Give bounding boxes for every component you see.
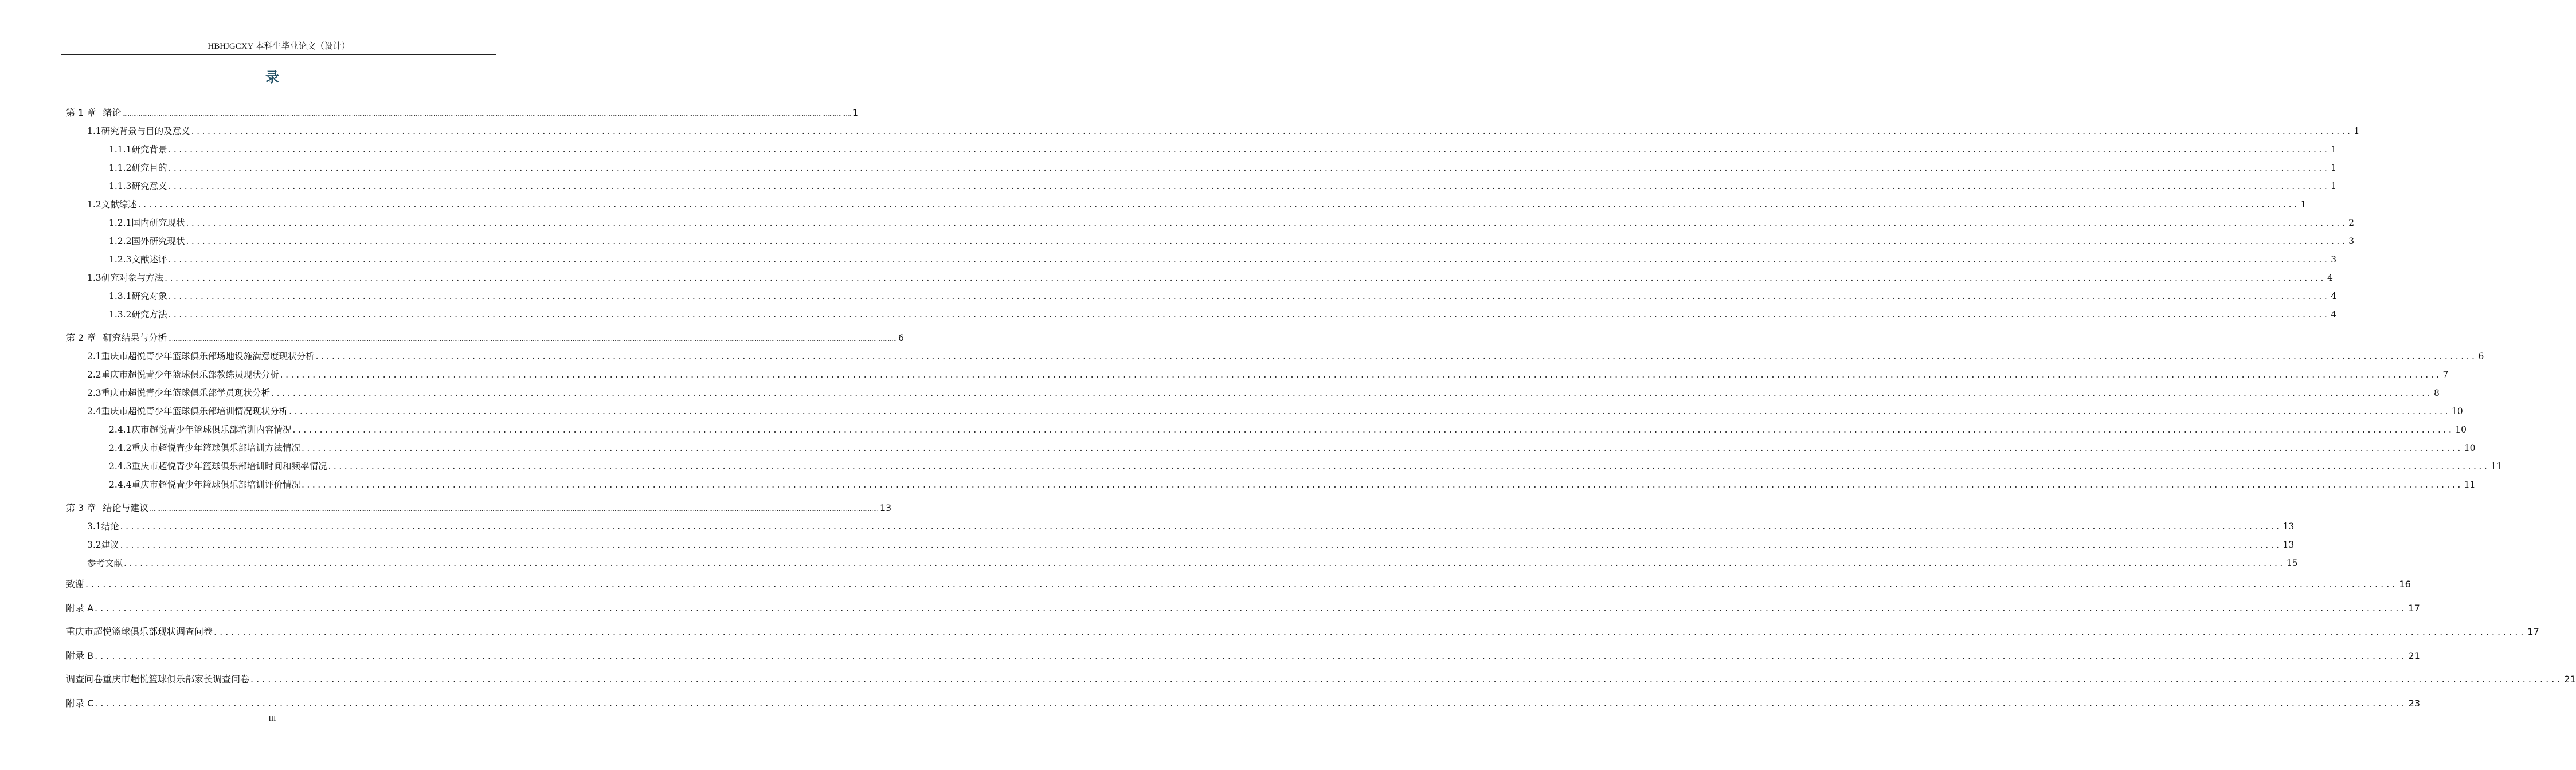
dot-leader: ................................................................................................................................................................................................................................................................................................................................................................................................................ <box>186 218 2348 228</box>
dot-leader: ................................................................................................................................................................................................................................................................................................................................................................................................................ <box>168 336 897 343</box>
toc-entry-page: 11 <box>2464 480 2476 490</box>
toc-entry-number: 2.4 <box>87 406 101 417</box>
toc-entry-label: 致谢 <box>66 579 85 590</box>
toc-entry[interactable] <box>66 421 2467 439</box>
toc-entry-number: 2.2 <box>87 370 101 380</box>
toc-entry[interactable] <box>66 402 2463 421</box>
toc-entry-number: 1.3 <box>87 273 101 283</box>
toc-entry-page: 13 <box>2283 540 2295 550</box>
toc-entry[interactable] <box>66 667 2576 692</box>
toc-entry-label: 参考文献 <box>87 558 123 568</box>
toc-entry-number: 2.4.4 <box>109 480 132 490</box>
dot-leader: ................................................................................................................................................................................................................................................................................................................................................................................................................ <box>168 309 2330 320</box>
dot-leader: ................................................................................................................................................................................................................................................................................................................................................................................................................ <box>85 579 2398 590</box>
toc-entry-number: 1.2 <box>87 199 101 210</box>
toc-entry-number: 第 2 章 <box>66 332 96 343</box>
toc-entry-label: 文献述评 <box>131 254 167 265</box>
toc-entry-number: 第 1 章 <box>66 107 96 118</box>
dot-leader: ................................................................................................................................................................................................................................................................................................................................................................................................................ <box>138 199 2300 210</box>
toc-entry-number: 2.4.3 <box>109 461 132 472</box>
toc-entry-page: 17 <box>2527 626 2539 637</box>
toc-entry-page: 10 <box>2464 443 2476 453</box>
toc-entry-page: 23 <box>2408 697 2420 709</box>
dot-leader: ................................................................................................................................................................................................................................................................................................................................................................................................................ <box>292 425 2454 435</box>
toc-entry[interactable] <box>66 476 2476 494</box>
toc-entry[interactable] <box>66 692 2420 716</box>
toc-entry-page: 3 <box>2331 254 2337 265</box>
toc-entry-label: 调查问卷重庆市超悦篮球俱乐部家长调查问卷 <box>66 674 250 685</box>
dot-leader: ................................................................................................................................................................................................................................................................................................................................................................................................................ <box>122 111 851 117</box>
dot-leader: ................................................................................................................................................................................................................................................................................................................................................................................................................ <box>168 144 2330 155</box>
dot-leader: ................................................................................................................................................................................................................................................................................................................................................................................................................ <box>120 521 2282 532</box>
toc-entry[interactable] <box>66 329 905 347</box>
dot-leader: ................................................................................................................................................................................................................................................................................................................................................................................................................ <box>95 602 2407 614</box>
dot-leader: ................................................................................................................................................................................................................................................................................................................................................................................................................ <box>168 291 2330 301</box>
toc-entry-page: 2 <box>2348 218 2355 228</box>
toc-entry-number: 1.1.2 <box>109 163 132 173</box>
dot-leader: ................................................................................................................................................................................................................................................................................................................................................................................................................ <box>250 674 2563 685</box>
toc-entry[interactable] <box>66 232 2355 250</box>
toc-entry-number: 1.3.1 <box>109 291 132 301</box>
toc-entry-page: 6 <box>898 332 905 343</box>
dot-leader: ................................................................................................................................................................................................................................................................................................................................................................................................................ <box>168 254 2330 265</box>
toc-entry[interactable] <box>66 384 2440 402</box>
toc-entry-page: 17 <box>2408 602 2420 614</box>
toc-entry-label: 重庆市超悦青少年篮球俱乐部培训时间和频率情况 <box>131 461 327 472</box>
toc-entry-number: 2.4.1 <box>109 425 132 435</box>
dot-leader: ................................................................................................................................................................................................................................................................................................................................................................................................................ <box>301 480 2463 490</box>
toc-entry-page: 21 <box>2408 650 2420 661</box>
page-title: 录 <box>265 69 279 85</box>
toc-entry-number: 3.1 <box>87 521 101 532</box>
dot-leader: ................................................................................................................................................................................................................................................................................................................................................................................................................ <box>120 540 2282 550</box>
toc-entry-label: 庆市超悦青少年篮球俱乐部培训内容情况 <box>131 425 292 435</box>
toc-entry-number: 3.2 <box>87 540 101 550</box>
toc-entry-page: 13 <box>879 502 892 513</box>
toc-entry[interactable] <box>66 195 2307 214</box>
toc-entry-page: 1 <box>2300 199 2307 210</box>
toc-entry[interactable] <box>66 104 859 122</box>
toc-entry-label: 重庆市超悦青少年篮球俱乐部教练员现状分析 <box>101 370 279 380</box>
toc-entry-number: 1.1.3 <box>109 181 132 191</box>
toc-entry[interactable] <box>66 536 2295 554</box>
dot-leader: ................................................................................................................................................................................................................................................................................................................................................................................................................ <box>289 406 2450 417</box>
toc-entry[interactable] <box>66 439 2476 457</box>
toc-entry[interactable] <box>66 572 2411 596</box>
toc-entry-number: 1.2.3 <box>109 254 132 265</box>
dot-leader: ................................................................................................................................................................................................................................................................................................................................................................................................................ <box>95 650 2407 661</box>
toc-entry[interactable] <box>66 596 2420 620</box>
toc-entry-number: 2.3 <box>87 388 101 398</box>
toc-entry-page: 10 <box>2451 406 2463 417</box>
toc-entry-number: 第 3 章 <box>66 502 96 513</box>
toc-entry-label: 重庆市超悦青少年篮球俱乐部培训方法情况 <box>131 443 300 453</box>
toc-entry[interactable] <box>66 499 892 517</box>
toc-entry-label: 研究结果与分析 <box>103 332 167 343</box>
toc-entry[interactable] <box>66 366 2449 384</box>
toc-entry-label: 附录 C <box>66 697 94 709</box>
dot-leader: ................................................................................................................................................................................................................................................................................................................................................................................................................ <box>168 181 2330 191</box>
page-header: HBHJGCXY 本科生毕业论文（设计） <box>61 40 496 55</box>
toc-entry-label: 研究方法 <box>131 309 167 320</box>
toc-entry-label: 绪论 <box>103 107 122 118</box>
toc-entry[interactable] <box>66 122 2360 140</box>
toc-entry-number: 2.4.2 <box>109 443 132 453</box>
toc-entry-page: 13 <box>2283 521 2295 532</box>
toc-entry[interactable] <box>66 287 2337 305</box>
toc-entry-page: 4 <box>2327 273 2333 283</box>
toc-entry[interactable] <box>66 305 2337 324</box>
toc-entry-number: 2.1 <box>87 351 101 362</box>
toc-entry-label: 重庆市超悦青少年篮球俱乐部场地设施满意度现状分析 <box>101 351 315 362</box>
toc-entry[interactable] <box>66 140 2337 159</box>
toc-entry-label: 国内研究现状 <box>131 218 185 228</box>
toc-entry-label: 重庆市超悦篮球俱乐部现状调查问卷 <box>66 626 213 637</box>
toc-entry-label: 建议 <box>101 540 119 550</box>
toc-entry-page: 1 <box>2331 181 2337 191</box>
toc-entry-page: 8 <box>2433 388 2440 398</box>
dot-leader: ................................................................................................................................................................................................................................................................................................................................................................................................................ <box>186 236 2348 246</box>
toc-entry-label: 重庆市超悦青少年篮球俱乐部学员现状分析 <box>101 388 271 398</box>
toc-entry-label: 结论 <box>101 521 119 532</box>
toc-entry-label: 研究意义 <box>131 181 167 191</box>
dot-leader: ................................................................................................................................................................................................................................................................................................................................................................................................................ <box>280 370 2442 380</box>
toc-entry[interactable] <box>66 159 2337 177</box>
toc-entry-number: 1.1 <box>87 126 101 136</box>
toc-entry-label: 文献综述 <box>101 199 137 210</box>
toc-entry[interactable] <box>66 177 2337 195</box>
toc-entry[interactable] <box>66 250 2337 269</box>
dot-leader: ................................................................................................................................................................................................................................................................................................................................................................................................................ <box>214 626 2527 637</box>
dot-leader: ................................................................................................................................................................................................................................................................................................................................................................................................................ <box>328 461 2490 472</box>
toc-entry-page: 10 <box>2455 425 2467 435</box>
toc-entry-label: 研究对象 <box>131 291 167 301</box>
dot-leader: ................................................................................................................................................................................................................................................................................................................................................................................................................ <box>95 697 2407 709</box>
toc-entry-page: 7 <box>2442 370 2449 380</box>
dot-leader: ................................................................................................................................................................................................................................................................................................................................................................................................................ <box>271 388 2433 398</box>
toc-entry[interactable] <box>66 554 2298 572</box>
toc-entry-page: 11 <box>2491 461 2503 472</box>
toc-entry[interactable] <box>66 214 2355 232</box>
toc-entry-label: 附录 B <box>66 650 94 661</box>
toc-entry-page: 16 <box>2399 579 2411 590</box>
toc-entry-label: 重庆市超悦青少年篮球俱乐部培训情况现状分析 <box>101 406 288 417</box>
toc-entry-label: 附录 A <box>66 602 94 614</box>
page-number: III <box>268 714 276 722</box>
toc-entry-label: 结论与建议 <box>103 502 149 513</box>
toc-entry-label: 研究背景与目的及意义 <box>101 126 190 136</box>
toc-entry-page: 1 <box>852 107 859 118</box>
dot-leader: ................................................................................................................................................................................................................................................................................................................................................................................................................ <box>301 443 2463 453</box>
toc-entry-page: 4 <box>2331 309 2337 320</box>
dot-leader: ................................................................................................................................................................................................................................................................................................................................................................................................................ <box>315 351 2477 362</box>
toc-entry-label: 研究目的 <box>131 163 167 173</box>
toc-entry-label: 重庆市超悦青少年篮球俱乐部培训评价情况 <box>131 480 300 490</box>
toc-entry-number: 1.3.2 <box>109 309 132 320</box>
toc-entry-page: 1 <box>2331 163 2337 173</box>
toc-entry[interactable] <box>66 620 2539 644</box>
dot-leader: ................................................................................................................................................................................................................................................................................................................................................................................................................ <box>124 558 2285 568</box>
toc-entry-page: 1 <box>2354 126 2360 136</box>
toc-entry-number: 1.1.1 <box>109 144 132 155</box>
toc-entry-label: 研究对象与方法 <box>101 273 164 283</box>
toc-entry-number: 1.2.1 <box>109 218 132 228</box>
toc-entry-page: 4 <box>2331 291 2337 301</box>
dot-leader: ................................................................................................................................................................................................................................................................................................................................................................................................................ <box>165 273 2326 283</box>
dot-leader: ................................................................................................................................................................................................................................................................................................................................................................................................................ <box>168 163 2330 173</box>
dot-leader: ................................................................................................................................................................................................................................................................................................................................................................................................................ <box>150 506 879 513</box>
toc-entry-page: 15 <box>2286 558 2298 568</box>
table-of-contents <box>66 104 2576 715</box>
toc-entry-page: 21 <box>2564 674 2576 685</box>
dot-leader: ................................................................................................................................................................................................................................................................................................................................................................................................................ <box>191 126 2353 136</box>
toc-entry-label: 研究背景 <box>131 144 167 155</box>
toc-entry-label: 国外研究现状 <box>131 236 185 246</box>
toc-entry-number: 1.2.2 <box>109 236 132 246</box>
toc-entry[interactable] <box>66 347 2484 366</box>
toc-entry-page: 3 <box>2348 236 2355 246</box>
toc-entry[interactable] <box>66 269 2333 287</box>
toc-entry-page: 1 <box>2331 144 2337 155</box>
toc-entry[interactable] <box>66 517 2295 536</box>
toc-entry-page: 6 <box>2478 351 2484 362</box>
toc-entry[interactable] <box>66 457 2503 476</box>
toc-entry[interactable] <box>66 644 2420 668</box>
